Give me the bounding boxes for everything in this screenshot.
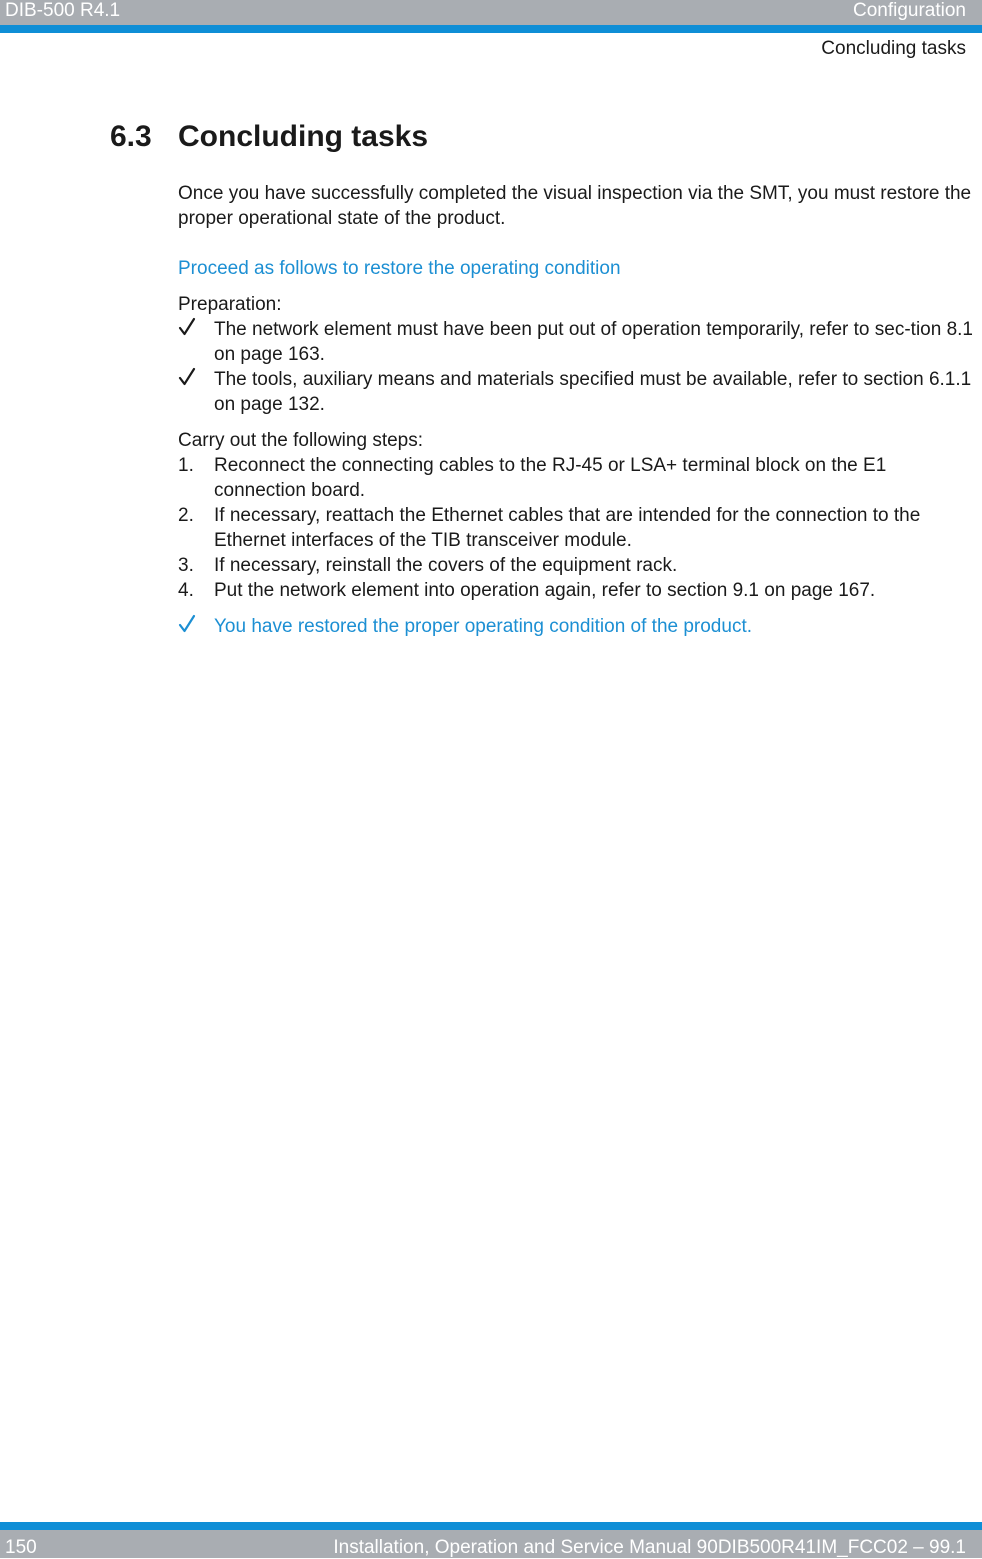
step-item xyxy=(178,578,980,603)
step-text: Reconnect the connecting cables to the RJ-45 or LSA+ terminal block on the E1 connection board. xyxy=(214,455,887,501)
footer-manual-title: Installation, Operation and Service Manual 90DIB500R41IM_FCC02 – 99.1 xyxy=(333,1537,966,1558)
preparation-item xyxy=(178,367,980,417)
section-title: Concluding tasks xyxy=(178,120,429,153)
step-item xyxy=(178,553,980,578)
step-number: 3. xyxy=(178,555,194,576)
step-text: If necessary, reattach the Ethernet cables that are intended for the connection to the Ethernet interfaces of the TIB transceiver module. xyxy=(214,505,921,551)
header-accent-line xyxy=(0,25,982,33)
preparation-text: The tools, auxiliary means and materials specified must be available, refer to section 6.1.1 on page 132. xyxy=(214,369,972,415)
intro-paragraph: Once you have successfully completed the visual inspection via the SMT, you must restore the proper operational state of the product. xyxy=(178,183,972,229)
page-number: 150 xyxy=(5,1537,37,1558)
step-number: 2. xyxy=(178,505,194,526)
section-heading xyxy=(110,117,428,157)
preparation-item xyxy=(178,317,980,367)
header-section: Concluding tasks xyxy=(821,38,966,59)
step-text: If necessary, reinstall the covers of the equipment rack. xyxy=(214,555,678,576)
check-icon xyxy=(178,367,208,392)
step-number: 4. xyxy=(178,580,194,601)
result-text: You have restored the proper operating condition of the product. xyxy=(214,616,753,637)
check-icon xyxy=(178,317,208,342)
step-item xyxy=(178,453,980,503)
step-item xyxy=(178,503,980,553)
result-item xyxy=(178,614,980,639)
preparation-text: The network element must have been put out of operation temporarily, refer to sec-tion 8.1 on page 163. xyxy=(214,319,973,365)
header-product: DIB-500 R4.1 xyxy=(5,0,121,21)
header-bar xyxy=(0,0,982,25)
step-text: Put the network element into operation again, refer to section 9.1 on page 167. xyxy=(214,580,876,601)
header-chapter: Configuration xyxy=(852,0,966,21)
preparation-label: Preparation: xyxy=(178,294,282,315)
footer-accent-line xyxy=(0,1522,982,1530)
step-number: 1. xyxy=(178,455,194,476)
procedure-title: Proceed as follows to restore the operating condition xyxy=(178,258,621,279)
check-icon xyxy=(178,614,208,639)
content xyxy=(178,181,980,639)
steps-label: Carry out the following steps: xyxy=(178,430,424,451)
section-number: 6.3 xyxy=(110,120,152,153)
